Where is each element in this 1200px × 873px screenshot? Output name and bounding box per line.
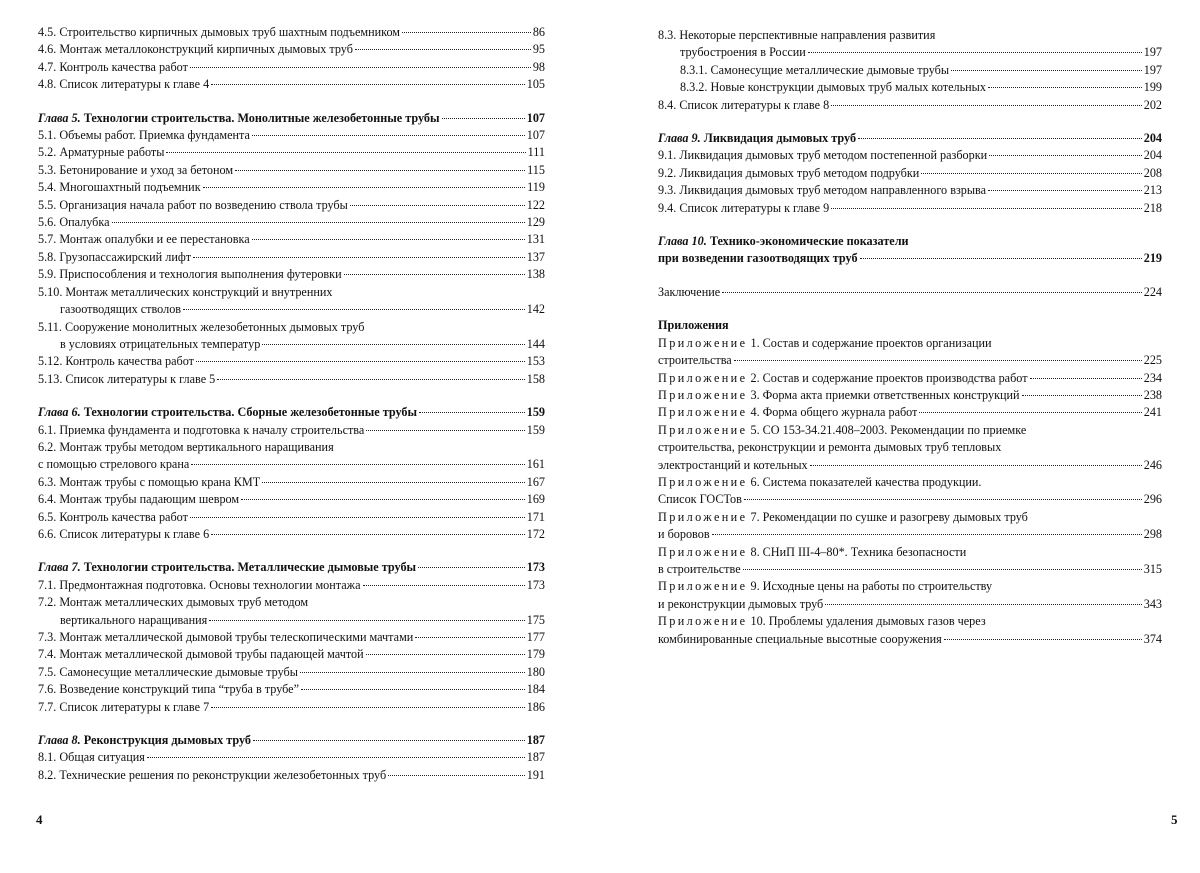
dot-leader	[415, 637, 524, 638]
dot-leader	[831, 105, 1142, 106]
page-number: 129	[526, 215, 545, 230]
page-number: 374	[1143, 631, 1162, 646]
dot-leader	[363, 585, 525, 586]
toc-entry: 4.7. Контроль качества работ 98	[38, 59, 545, 76]
page-number: 98	[532, 59, 545, 74]
dot-leader	[211, 534, 525, 535]
dot-leader	[211, 84, 525, 85]
page-number: 238	[1143, 387, 1162, 402]
page-number: 172	[526, 526, 545, 541]
toc-entry: комбинированные специальные высотные сооружения 374	[658, 631, 1162, 648]
appendices-heading: Приложения	[658, 318, 729, 333]
dot-leader	[253, 740, 525, 741]
toc-entry: 7.5. Самонесущие металлические дымовые трубы 180	[38, 664, 545, 681]
page-number: 246	[1143, 457, 1162, 472]
toc-entry: в условиях отрицательных температур 144	[38, 336, 545, 353]
dot-leader	[196, 361, 525, 362]
page-number: 173	[526, 560, 545, 575]
page-number: 208	[1143, 165, 1162, 180]
dot-leader	[860, 258, 1142, 259]
page-number: 298	[1143, 527, 1162, 542]
toc-entry: Приложение 2. Состав и содержание проектов производства работ 234	[658, 370, 1162, 387]
page-number: 234	[1143, 370, 1162, 385]
page-number: 179	[526, 647, 545, 662]
page-number: 218	[1143, 200, 1162, 215]
page-number: 343	[1143, 596, 1162, 611]
toc-left	[38, 24, 545, 784]
page-number: 296	[1143, 492, 1162, 507]
page-number: 186	[526, 699, 545, 714]
toc-entry: 5.9. Приспособления и технология выполнения футеровки 138	[38, 266, 545, 283]
page-number: 107	[526, 128, 545, 143]
chapter-label: Глава 7.	[38, 560, 81, 575]
dot-leader	[190, 517, 525, 518]
toc-entry-line1: 7.2. Монтаж металлических дымовых труб методом	[38, 595, 309, 610]
toc-entry: Приложение 3. Форма акта приемки ответственных конструкций 238	[658, 387, 1162, 404]
page-number: 177	[526, 630, 545, 644]
dot-leader	[919, 412, 1141, 413]
toc-entry: 9.2. Ликвидация дымовых труб методом подрубки 208	[658, 165, 1162, 182]
toc-entry-line1: Приложение 1. Состав и содержание проектов организации	[658, 335, 992, 350]
appendix-label: Приложение	[658, 579, 748, 594]
toc-entry: 9.3. Ликвидация дымовых труб методом направленного взрыва 213	[658, 182, 1162, 199]
chapter-label: Глава 5.	[38, 110, 81, 125]
toc-entry: 5.7. Монтаж опалубки и ее перестановка 131	[38, 231, 545, 248]
toc-entry: и боровов 298	[658, 526, 1162, 543]
chapter-label: Глава 9.	[658, 131, 701, 146]
toc-entry: электростанций и котельных 246	[658, 457, 1162, 474]
appendix-label: Приложение	[658, 422, 748, 437]
dot-leader	[241, 499, 525, 500]
toc-entry: 7.4. Монтаж металлической дымовой трубы падающей мачтой 179	[38, 646, 545, 663]
toc-chapter-line1: Глава 10. Технико-экономические показатели	[658, 234, 909, 249]
page-number: 213	[1143, 183, 1162, 198]
dot-leader	[921, 173, 1141, 174]
toc-entry: 5.6. Опалубка 129	[38, 214, 545, 231]
toc-entry: 7.7. Список литературы к главе 7 186	[38, 699, 545, 716]
toc-entry-line1: 5.11. Сооружение монолитных железобетонных дымовых труб	[38, 319, 365, 334]
dot-leader	[418, 567, 525, 568]
dot-leader	[734, 360, 1142, 361]
page-number: 158	[526, 371, 545, 386]
page-number: 315	[1143, 561, 1162, 576]
dot-leader	[355, 49, 531, 50]
page-number: 225	[1143, 353, 1162, 368]
toc-entry: Список ГОСТов 296	[658, 491, 1162, 508]
toc-entry-line1: Приложение 5. СО 153-34.21.408–2003. Рекомендации по приемке	[658, 422, 1027, 437]
toc-entry: 7.3. Монтаж металлической дымовой трубы телескопическими мачтами 177	[38, 629, 545, 646]
page-number: 197	[1143, 62, 1162, 77]
page-number: 171	[526, 509, 545, 524]
dot-leader	[190, 67, 531, 68]
toc-entry: 4.5. Строительство кирпичных дымовых труб шахтным подъемником 86	[38, 24, 545, 41]
toc-chapter-entry: Глава 7. Технологии строительства. Металлические дымовые трубы 173	[38, 559, 545, 576]
toc-right	[658, 27, 1162, 648]
toc-entry: 5.4. Многошахтный подъемник 119	[38, 179, 545, 196]
chapter-label: Глава 8.	[38, 733, 81, 748]
dot-leader	[1022, 395, 1142, 396]
dot-leader	[350, 205, 525, 206]
dot-leader	[300, 672, 525, 673]
dot-leader	[211, 707, 525, 708]
page-number: 224	[1143, 284, 1162, 299]
dot-leader	[712, 534, 1142, 535]
page-folio: 4	[36, 812, 43, 827]
page-number: 187	[526, 750, 545, 765]
dot-leader	[166, 152, 525, 153]
dot-leader	[988, 190, 1142, 191]
toc-entry: 6.3. Монтаж трубы с помощью крана КМТ 167	[38, 474, 545, 491]
page-number: 115	[527, 162, 545, 177]
toc-entry: Приложение 4. Форма общего журнала работ 241	[658, 404, 1162, 421]
toc-entry: 5.8. Грузопассажирский лифт 137	[38, 249, 545, 266]
toc-entry: 7.1. Предмонтажная подготовка. Основы технологии монтажа 173	[38, 577, 545, 594]
appendix-label: Приложение	[658, 509, 748, 524]
dot-leader	[147, 757, 525, 758]
dot-leader	[191, 464, 524, 465]
page-number: 241	[1143, 405, 1162, 420]
toc-entry: 9.1. Ликвидация дымовых труб методом постепенной разборки 204	[658, 147, 1162, 164]
page-number: 161	[526, 457, 545, 472]
toc-entry: 6.4. Монтаж трубы падающим шевром 169	[38, 491, 545, 508]
page-number: 107	[526, 110, 545, 125]
right-page	[600, 0, 1200, 873]
page-number: 131	[526, 232, 545, 247]
dot-leader	[388, 775, 525, 776]
dot-leader	[252, 135, 525, 136]
appendix-label: Приложение	[658, 370, 748, 385]
page-number: 204	[1143, 148, 1162, 163]
page-number: 180	[526, 664, 545, 679]
dot-leader	[988, 87, 1142, 88]
toc-entry: 8.3.1. Самонесущие металлические дымовые трубы 197	[658, 62, 1162, 79]
toc-chapter-entry: Глава 5. Технологии строительства. Монолитные железобетонные трубы 107	[38, 110, 545, 127]
dot-leader	[301, 689, 525, 690]
toc-entry: 7.6. Возведение конструкций типа “труба в трубе” 184	[38, 681, 545, 698]
toc-entry: 4.8. Список литературы к главе 4 105	[38, 76, 545, 93]
dot-leader	[831, 208, 1142, 209]
toc-entry: 5.2. Арматурные работы 111	[38, 144, 545, 161]
toc-entry: газоотводящих стволов 142	[38, 301, 545, 318]
toc-entry-line1: Приложение 7. Рекомендации по сушке и разогреву дымовых труб	[658, 509, 1028, 524]
dot-leader	[402, 32, 531, 33]
dot-leader	[744, 499, 1142, 500]
page-number: 184	[526, 682, 545, 697]
page-number: 95	[532, 42, 545, 57]
dot-leader	[262, 482, 525, 483]
chapter-label: Глава 10.	[658, 234, 707, 249]
toc-entry: 5.12. Контроль качества работ 153	[38, 353, 545, 370]
page-number: 144	[526, 336, 545, 351]
page-number: 86	[532, 25, 545, 39]
page-number: 111	[527, 145, 545, 160]
toc-chapter-entry: Глава 8. Реконструкция дымовых труб 187	[38, 732, 545, 749]
dot-leader	[209, 620, 525, 621]
page-number: 175	[526, 612, 545, 627]
toc-entry: 5.3. Бетонирование и уход за бетоном 115	[38, 162, 545, 179]
toc-entry-line1: 5.10. Монтаж металлических конструкций и внутренних	[38, 284, 333, 299]
dot-leader	[951, 70, 1142, 71]
dot-leader	[442, 118, 525, 119]
page-number: 219	[1143, 251, 1162, 266]
toc-entry: 5.5. Организация начала работ по возведению ствола трубы 122	[38, 197, 545, 214]
page-number: 197	[1143, 45, 1162, 60]
dot-leader	[989, 155, 1142, 156]
toc-entry: 8.4. Список литературы к главе 8 202	[658, 97, 1162, 114]
dot-leader	[217, 379, 524, 380]
dot-leader	[825, 604, 1141, 605]
toc-entry: строительства 225	[658, 352, 1162, 369]
page-number: 191	[526, 767, 545, 782]
toc-entry: 5.13. Список литературы к главе 5 158	[38, 371, 545, 388]
appendix-label: Приложение	[658, 405, 748, 420]
dot-leader	[366, 430, 524, 431]
appendix-label: Приложение	[658, 335, 748, 350]
toc-entry-line1: Приложение 10. Проблемы удаления дымовых газов через	[658, 614, 986, 629]
page-number: 159	[526, 405, 545, 420]
page-number: 159	[526, 422, 545, 437]
toc-entry-line1: Приложение 6. Система показателей качества продукции.	[658, 474, 982, 489]
dot-leader	[366, 654, 525, 655]
page-number: 199	[1143, 80, 1162, 95]
dot-leader	[858, 138, 1142, 139]
toc-entry: и реконструкции дымовых труб 343	[658, 596, 1162, 613]
page-folio: 5	[1171, 812, 1178, 827]
toc-chapter-entry: Глава 6. Технологии строительства. Сборные железобетонные трубы 159	[38, 404, 545, 421]
toc-entry: 8.2. Технические решения по реконструкции железобетонных труб 191	[38, 767, 545, 784]
dot-leader	[810, 465, 1142, 466]
page-number: 122	[526, 197, 545, 212]
appendix-label: Приложение	[658, 387, 748, 402]
page-number: 187	[526, 733, 545, 748]
page-number: 167	[526, 474, 545, 489]
toc-entry: 9.4. Список литературы к главе 9 218	[658, 200, 1162, 217]
toc-entry-line1: 8.3. Некоторые перспективные направления развития	[658, 28, 936, 42]
toc-entry-line1: Приложение 8. СНиП III-4–80*. Техника безопасности	[658, 544, 967, 559]
toc-chapter-entry: при возведении газоотводящих труб 219	[658, 250, 1162, 267]
page-number: 142	[526, 302, 545, 317]
dot-leader	[944, 639, 1142, 640]
dot-leader	[743, 569, 1142, 570]
appendix-label: Приложение	[658, 544, 748, 559]
dot-leader	[112, 222, 525, 223]
appendix-label: Приложение	[658, 614, 748, 629]
dot-leader	[203, 187, 526, 188]
toc-entry: 5.1. Объемы работ. Приемка фундамента 107	[38, 127, 545, 144]
toc-entry-line1: Приложение 9. Исходные цены на работы по строительству	[658, 579, 993, 594]
toc-entry-line2: строительства, реконструкции и ремонта дымовых труб тепловых	[658, 440, 1002, 455]
toc-chapter-entry: Глава 9. Ликвидация дымовых труб 204	[658, 130, 1162, 147]
page-number: 153	[526, 354, 545, 369]
toc-entry: 4.6. Монтаж металлоконструкций кирпичных дымовых труб 95	[38, 41, 545, 58]
page-number: 138	[526, 267, 545, 282]
toc-entry: в строительстве 315	[658, 561, 1162, 578]
toc-entry: Заключение 224	[658, 284, 1162, 301]
dot-leader	[808, 52, 1142, 53]
dot-leader	[193, 257, 525, 258]
dot-leader	[235, 170, 525, 171]
dot-leader	[262, 344, 524, 345]
toc-entry: с помощью стрелового крана 161	[38, 456, 545, 473]
page-number: 202	[1143, 97, 1162, 112]
page-number: 169	[526, 492, 545, 507]
chapter-label: Глава 6.	[38, 405, 81, 420]
toc-entry: 8.3.2. Новые конструкции дымовых труб малых котельных 199	[658, 79, 1162, 96]
dot-leader	[419, 412, 525, 413]
toc-entry: 6.5. Контроль качества работ 171	[38, 509, 545, 526]
toc-entry-line1: 6.2. Монтаж трубы методом вертикального наращивания	[38, 439, 334, 454]
page-number: 119	[527, 180, 545, 195]
dot-leader	[1030, 378, 1142, 379]
toc-entry: 6.1. Приемка фундамента и подготовка к началу строительства 159	[38, 422, 545, 439]
page-number: 105	[526, 77, 545, 92]
toc-entry: 8.1. Общая ситуация 187	[38, 749, 545, 766]
toc-entry: трубостроения в России 197	[658, 44, 1162, 61]
dot-leader	[183, 309, 525, 310]
page-number: 137	[526, 249, 545, 264]
appendix-label: Приложение	[658, 474, 748, 489]
dot-leader	[344, 274, 525, 275]
page-number: 173	[526, 577, 545, 592]
toc-entry: 6.6. Список литературы к главе 6 172	[38, 526, 545, 543]
toc-entry: вертикального наращивания 175	[38, 612, 545, 629]
dot-leader	[252, 239, 525, 240]
page-number: 204	[1143, 131, 1162, 146]
dot-leader	[722, 292, 1142, 293]
